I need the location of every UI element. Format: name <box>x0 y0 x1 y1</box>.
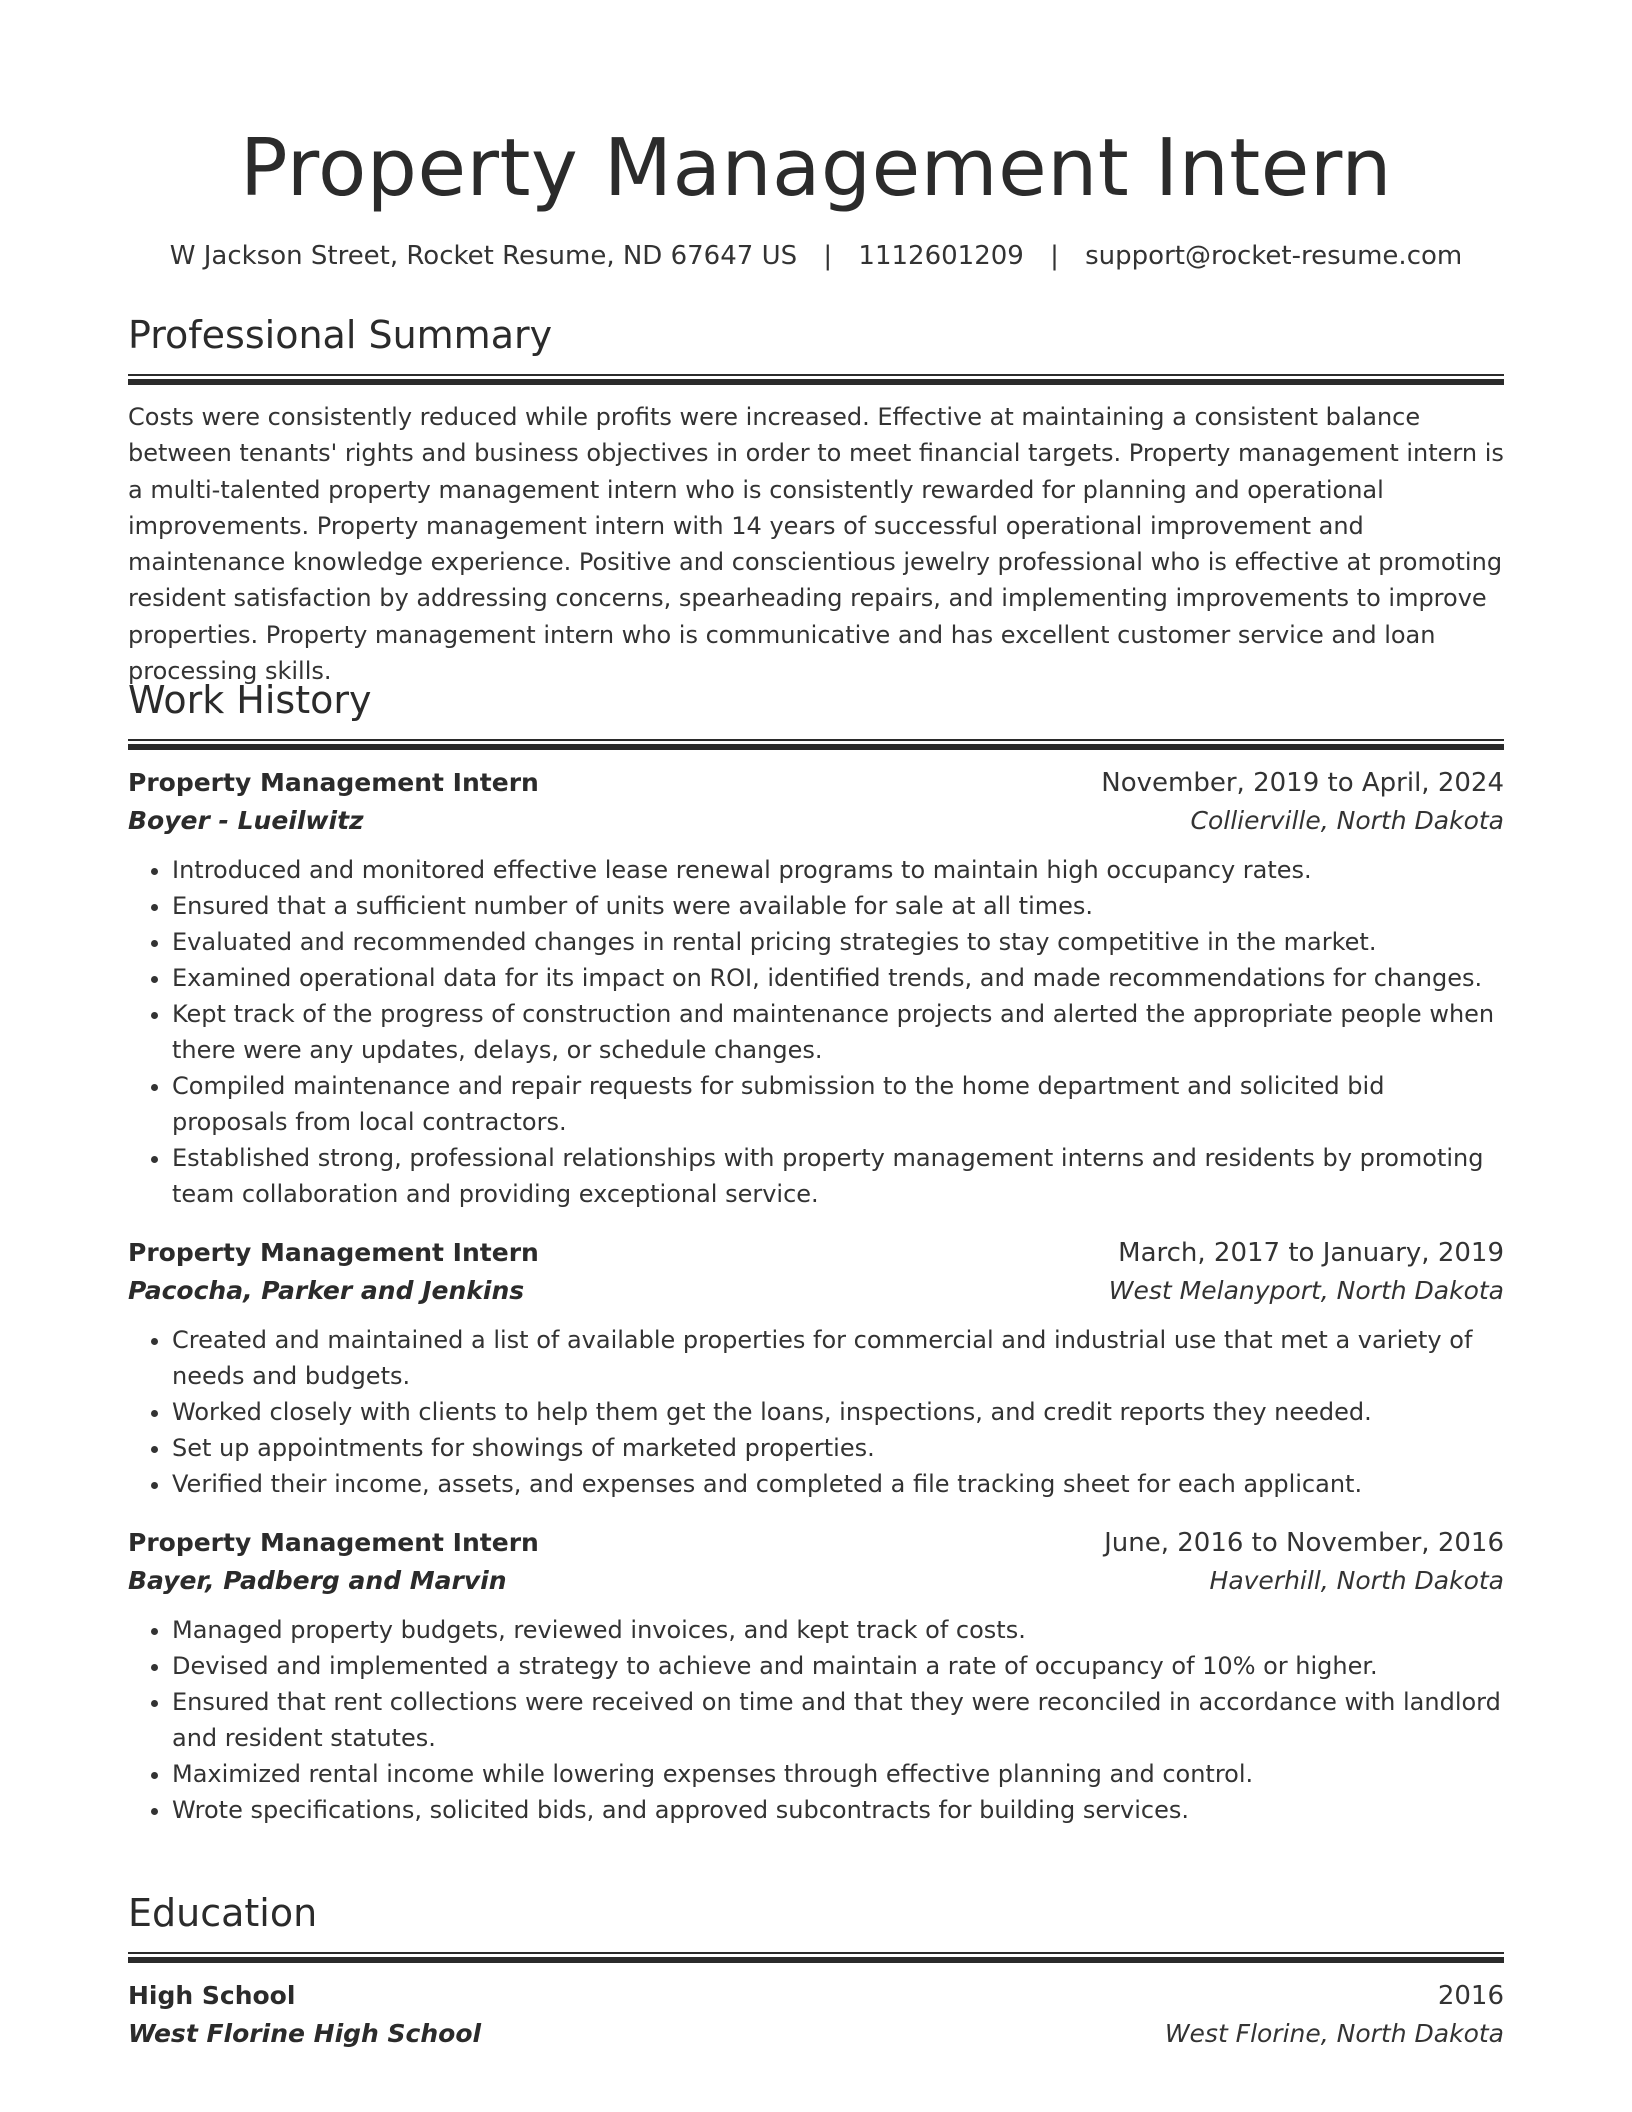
work-history-section <box>128 675 1504 1828</box>
job-bullet: • Compiled maintenance and repair requests for submission to the home department and solicited bid proposals from local contractors. <box>172 1068 1504 1140</box>
summary-heading: Professional Summary <box>128 313 553 357</box>
job-bullet: • Created and maintained a list of available properties for commercial and industrial use that met a variety of needs and budgets. <box>172 1322 1504 1394</box>
job-entry <box>128 764 1504 1212</box>
job-bullet: • Managed property budgets, reviewed invoices, and kept track of costs. <box>172 1612 1504 1648</box>
job-entry <box>128 1234 1504 1502</box>
job-dates: March, 2017 to January, 2019 <box>1118 1238 1504 1268</box>
job-bullet: • Worked closely with clients to help them get the loans, inspections, and credit reports they needed. <box>172 1394 1504 1430</box>
resume-name: Property Management Intern <box>239 122 1393 214</box>
job-title: Property Management Intern <box>128 1528 539 1557</box>
job-title: Property Management Intern <box>128 1238 539 1267</box>
job-bullet: • Maximized rental income while lowering expenses through effective planning and control. <box>172 1756 1504 1792</box>
job-title: Property Management Intern <box>128 768 539 797</box>
job-location: Collierville, North Dakota <box>1190 806 1504 835</box>
job-company: Pacocha, Parker and Jenkins <box>128 1276 525 1305</box>
job-bullet: • Verified their income, assets, and expenses and completed a file tracking sheet for each applicant. <box>172 1466 1504 1502</box>
job-dates: November, 2019 to April, 2024 <box>1101 768 1504 798</box>
education-entry <box>128 1977 1504 2053</box>
job-entry <box>128 1524 1504 1828</box>
job-bullet: • Devised and implemented a strategy to achieve and maintain a rate of occupancy of 10% or higher. <box>172 1648 1504 1684</box>
contact-separator: | <box>823 241 833 271</box>
section-divider <box>128 1952 1504 1963</box>
job-bullet: • Examined operational data for its impact on ROI, identified trends, and made recommendations for changes. <box>172 960 1504 996</box>
summary-text: Costs were consistently reduced while profits were increased. Effective at maintaining a consistent balance between tenants' rights and business objectives in order to meet financial targets. Property management intern is a multi-talented property management intern who is consistently rewarded for planning and operational improvements. Property management intern with 14 years of successful operational improvement and maintenance knowledge experience. Positive and conscientious jewelry professional who is effective at promoting resident satisfaction by addressing concerns, spearheading repairs, and implementing improvements to improve properties. Property management intern who is communicative and has excellent customer service and loan processing skills. <box>128 403 1504 686</box>
job-location: Haverhill, North Dakota <box>1209 1566 1504 1595</box>
work-history-heading: Work History <box>128 678 372 722</box>
section-divider <box>128 374 1504 385</box>
job-bullet-list <box>128 1612 1504 1828</box>
contact-email: support@rocket-resume.com <box>1085 241 1463 271</box>
job-bullet: • Established strong, professional relationships with property management interns and residents by promoting team collaboration and providing exceptional service. <box>172 1140 1504 1212</box>
job-bullet: • Ensured that rent collections were received on time and that they were reconciled in accordance with landlord and resident statutes. <box>172 1684 1504 1756</box>
contact-address: W Jackson Street, Rocket Resume, ND 67647 US <box>169 241 798 271</box>
education-degree: High School <box>128 1981 296 2010</box>
section-divider <box>128 739 1504 750</box>
job-location: West Melanyport, North Dakota <box>1108 1276 1504 1305</box>
job-bullet: • Wrote specifications, solicited bids, and approved subcontracts for building services. <box>172 1792 1504 1828</box>
job-company: Boyer - Lueilwitz <box>128 806 364 835</box>
job-bullet-list <box>128 1322 1504 1502</box>
job-bullet: • Set up appointments for showings of marketed properties. <box>172 1430 1504 1466</box>
contact-separator: | <box>1050 241 1059 271</box>
job-bullet: • Evaluated and recommended changes in rental pricing strategies to stay competitive in the market. <box>172 924 1504 960</box>
education-section <box>128 1888 1504 2053</box>
job-bullet: • Introduced and monitored effective lease renewal programs to maintain high occupancy rates. <box>172 852 1504 888</box>
education-heading: Education <box>128 1891 318 1935</box>
education-year: 2016 <box>1437 1981 1504 2011</box>
education-school: West Florine High School <box>128 2019 482 2048</box>
contact-phone: 1112601209 <box>858 241 1024 271</box>
job-bullet: • Ensured that a sufficient number of units were available for sale at all times. <box>172 888 1504 924</box>
summary-section <box>128 310 1504 689</box>
education-location: West Florine, North Dakota <box>1164 2019 1504 2048</box>
contact-line <box>128 238 1504 274</box>
job-dates: June, 2016 to November, 2016 <box>1104 1528 1504 1558</box>
job-bullet-list <box>128 852 1504 1212</box>
job-company: Bayer, Padberg and Marvin <box>128 1566 507 1595</box>
job-bullet: • Kept track of the progress of construction and maintenance projects and alerted the appropriate people when there were any updates, delays, or schedule changes. <box>172 996 1504 1068</box>
